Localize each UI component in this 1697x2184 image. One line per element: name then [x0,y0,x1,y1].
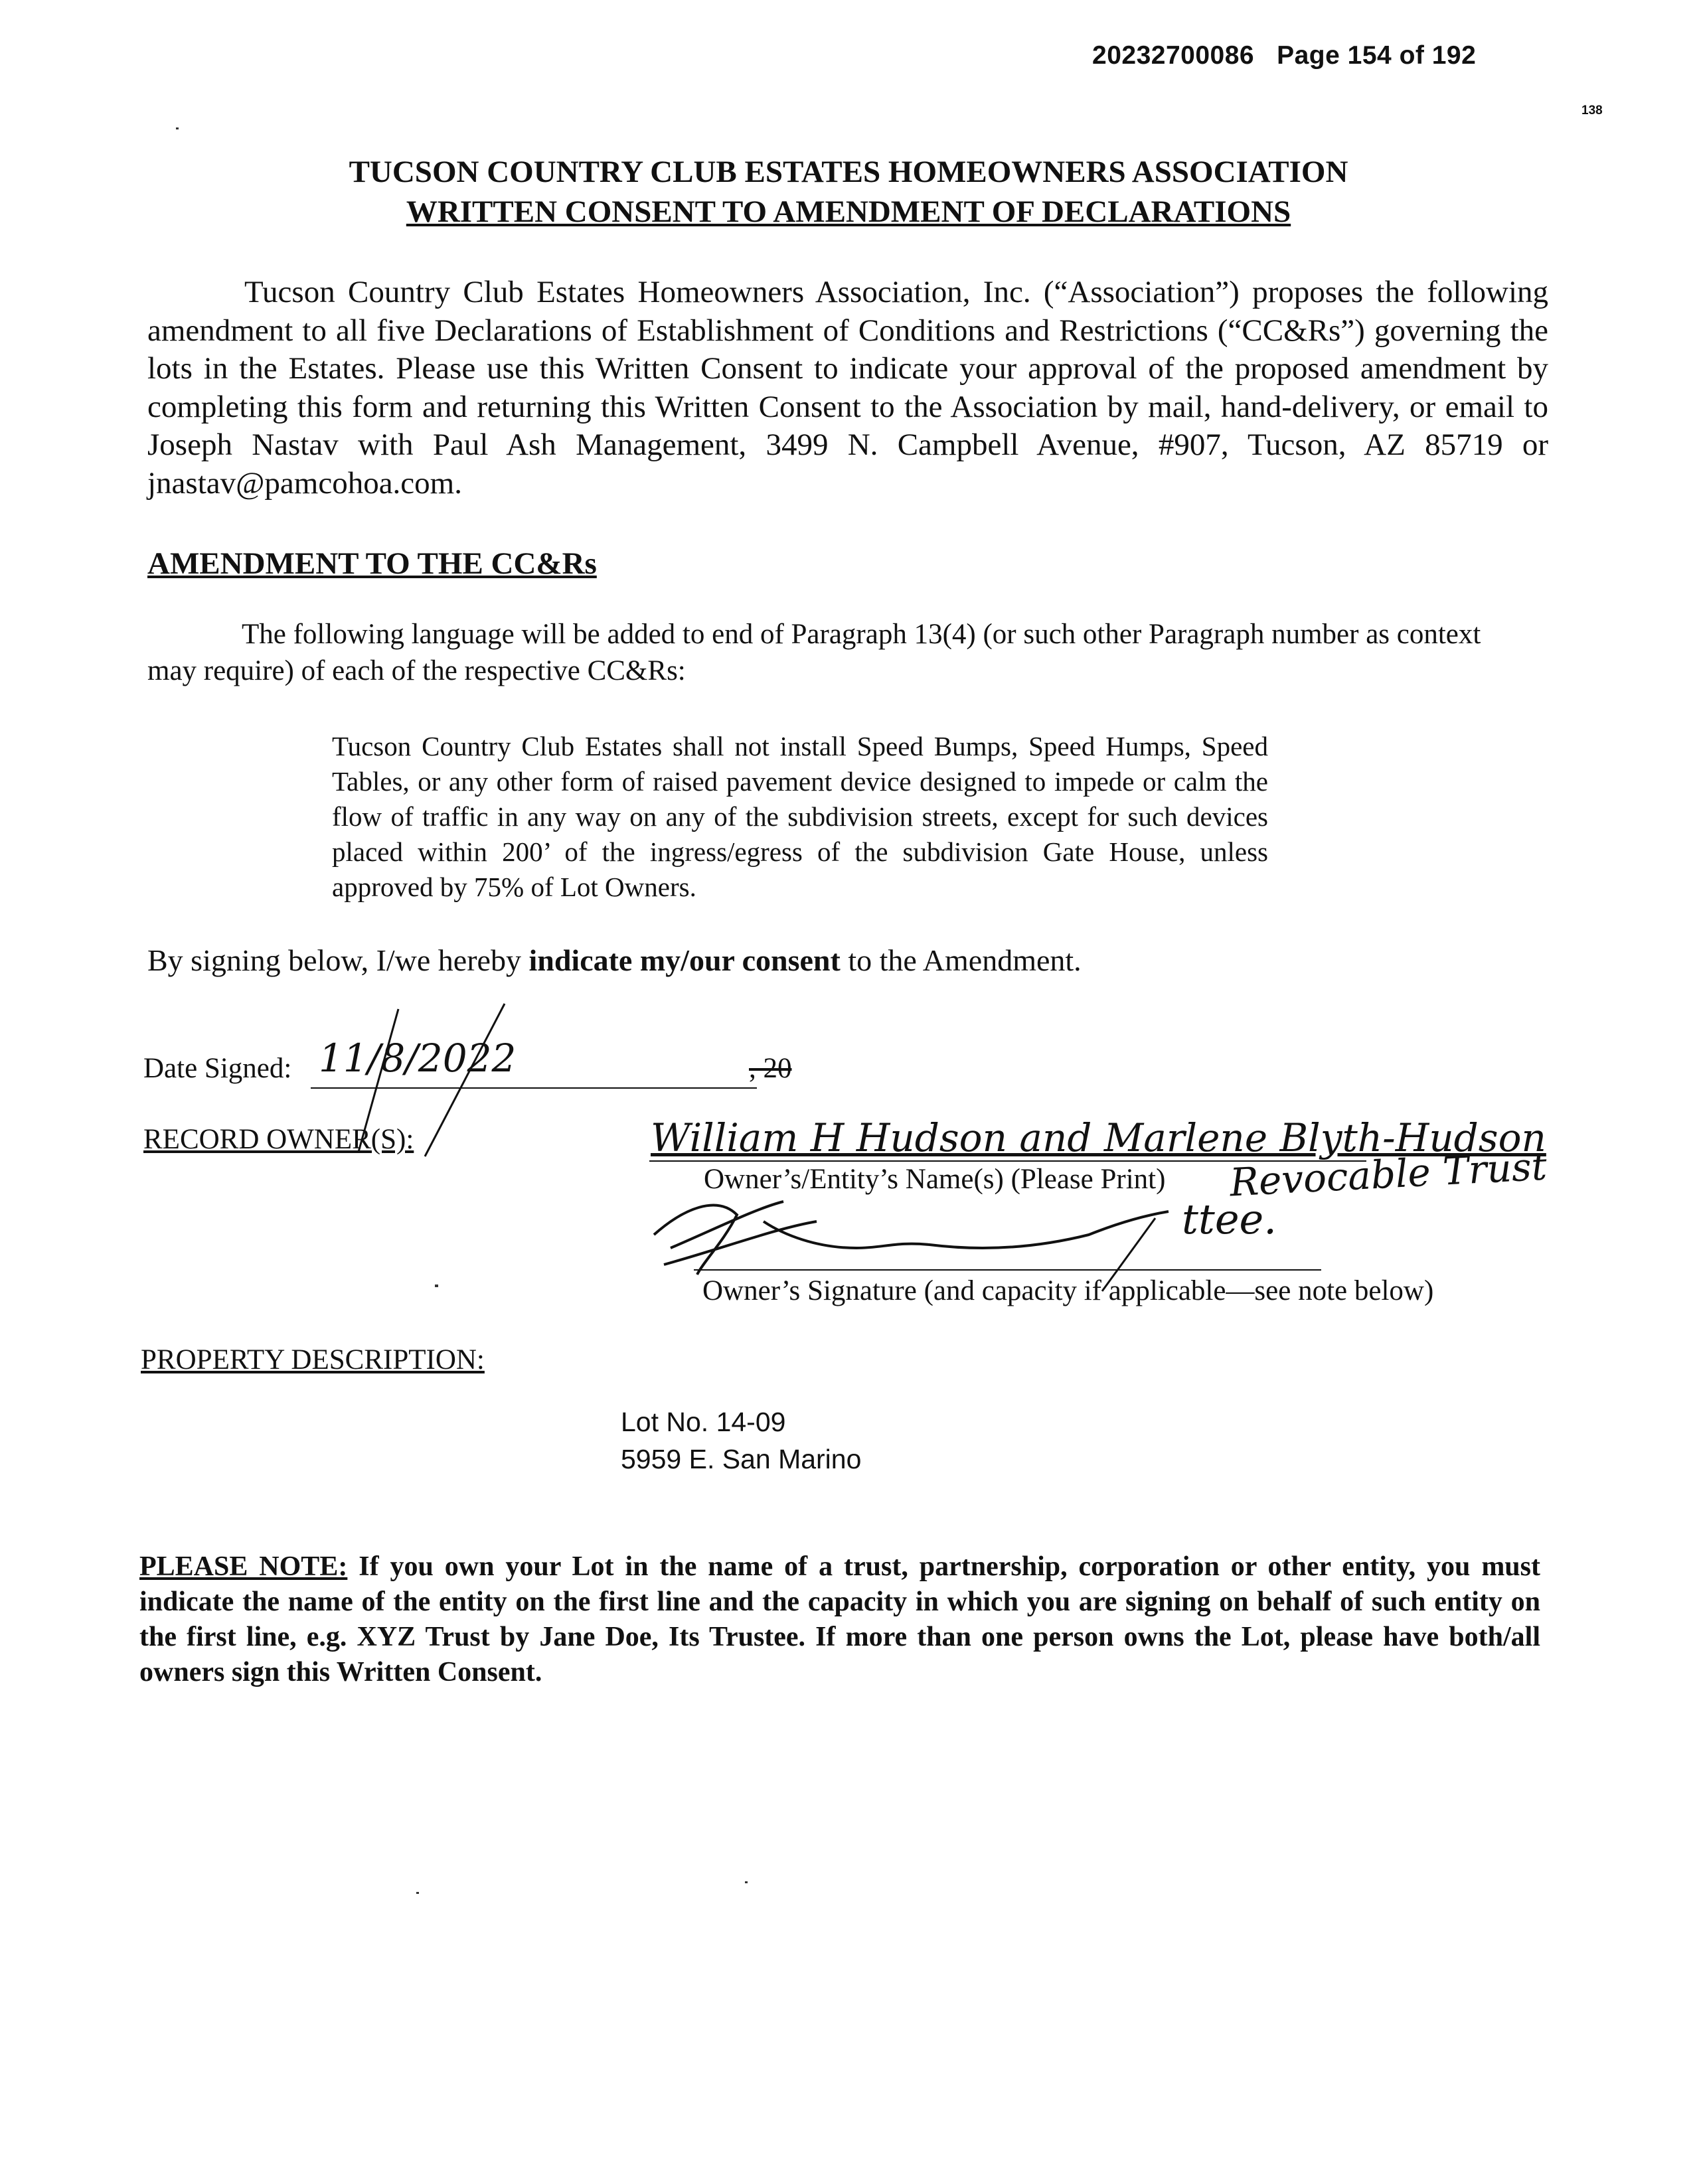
form-title: WRITTEN CONSENT TO AMENDMENT OF DECLARATIONS [406,195,1291,229]
document-reference [1092,41,1476,70]
signature-line [694,1269,1321,1271]
please-note-label: PLEASE NOTE: [139,1551,348,1582]
association-title: TUCSON COUNTRY CLUB ESTATES HOMEOWNERS ASSOCIATION [349,155,1348,189]
amendment-quoted-text: Tucson Country Club Estates shall not install Speed Bumps, Speed Humps, Speed Tables, or any other form of raised pavement device designed to impede or calm the flow of traffic in any way on any of the subdivision streets, except for such devices placed within 200’ of the ingress/egress of the subdivision Gate House, unless approved by 75% of Lot Owners. [332,731,1268,902]
scan-speck [435,1285,438,1287]
consent-pre: By signing below, I/we hereby [147,943,529,977]
page-counter: Page 154 of 192 [1277,41,1477,70]
property-address: 5959 E. San Marino [621,1444,862,1474]
owner-name-suffix-handwritten: Revocable Trust [1228,1143,1548,1206]
amendment-lead-paragraph: The following language will be added to end of Paragraph 13(4) (or such other Paragraph number as context may require) of each of the respective CC&Rs: [147,619,1481,686]
record-owner-label: RECORD OWNER(S): [143,1124,414,1155]
doc-ref-number: 20232700086 [1092,41,1255,70]
amendment-heading: AMENDMENT TO THE CC&Rs [147,546,597,581]
consent-statement [147,943,1082,978]
owner-name-caption: Owner’s/Entity’s Name(s) (Please Print) [704,1164,1166,1195]
lot-number: Lot No. 14-09 [621,1407,786,1437]
property-details [621,1403,861,1478]
side-page-number: 138 [1581,104,1603,117]
signer-capacity-handwritten: ttee. [1182,1195,1277,1243]
scan-speck [416,1892,419,1894]
property-description-label: PROPERTY DESCRIPTION: [141,1344,485,1375]
intro-paragraph: Tucson Country Club Estates Homeowners Association, Inc. (“Association”) proposes the following amendment to all five Declarations of Establishment of Conditions and Restrictions (“CC&Rs”) governing the lots in the Estates. Please use this Written Consent to indicate your approval of the proposed amendment by completing this form and returning this Written Consent to the Association by mail, hand-delivery, or email to Joseph Nastav with Paul Ash Management, 3499 N. Campbell Avenue, #907, Tucson, AZ 85719 or jnastav@pamcohoa.com. [147,275,1548,501]
please-note-text: If you own your Lot in the name of a trust, partnership, corporation or other entity, you must indicate the name of the entity on the first line and the capacity in which you are signing on behalf of such entity on the first line, e.g. XYZ Trust by Jane Doe, Its Trustee. If more than one person owns the Lot, please have both/all owners sign this Written Consent. [139,1551,1540,1687]
consent-bold: indicate my/our consent [528,943,841,977]
date-signed-value[interactable]: 11/8/2022 [319,1036,517,1081]
please-note-paragraph [139,1549,1540,1690]
owner-name-handwritten[interactable]: William H Hudson and Marlene Blyth-Hudson [651,1115,1546,1160]
signature-caption: Owner’s Signature (and capacity if applicable—see note below) [702,1275,1434,1306]
date-signed-label: Date Signed: [143,1053,292,1084]
scan-speck [176,127,179,129]
date-signed-line [311,1087,757,1089]
scan-speck [745,1881,748,1883]
consent-post: to the Amendment. [840,943,1082,977]
date-year-suffix: , 20 [749,1053,792,1084]
